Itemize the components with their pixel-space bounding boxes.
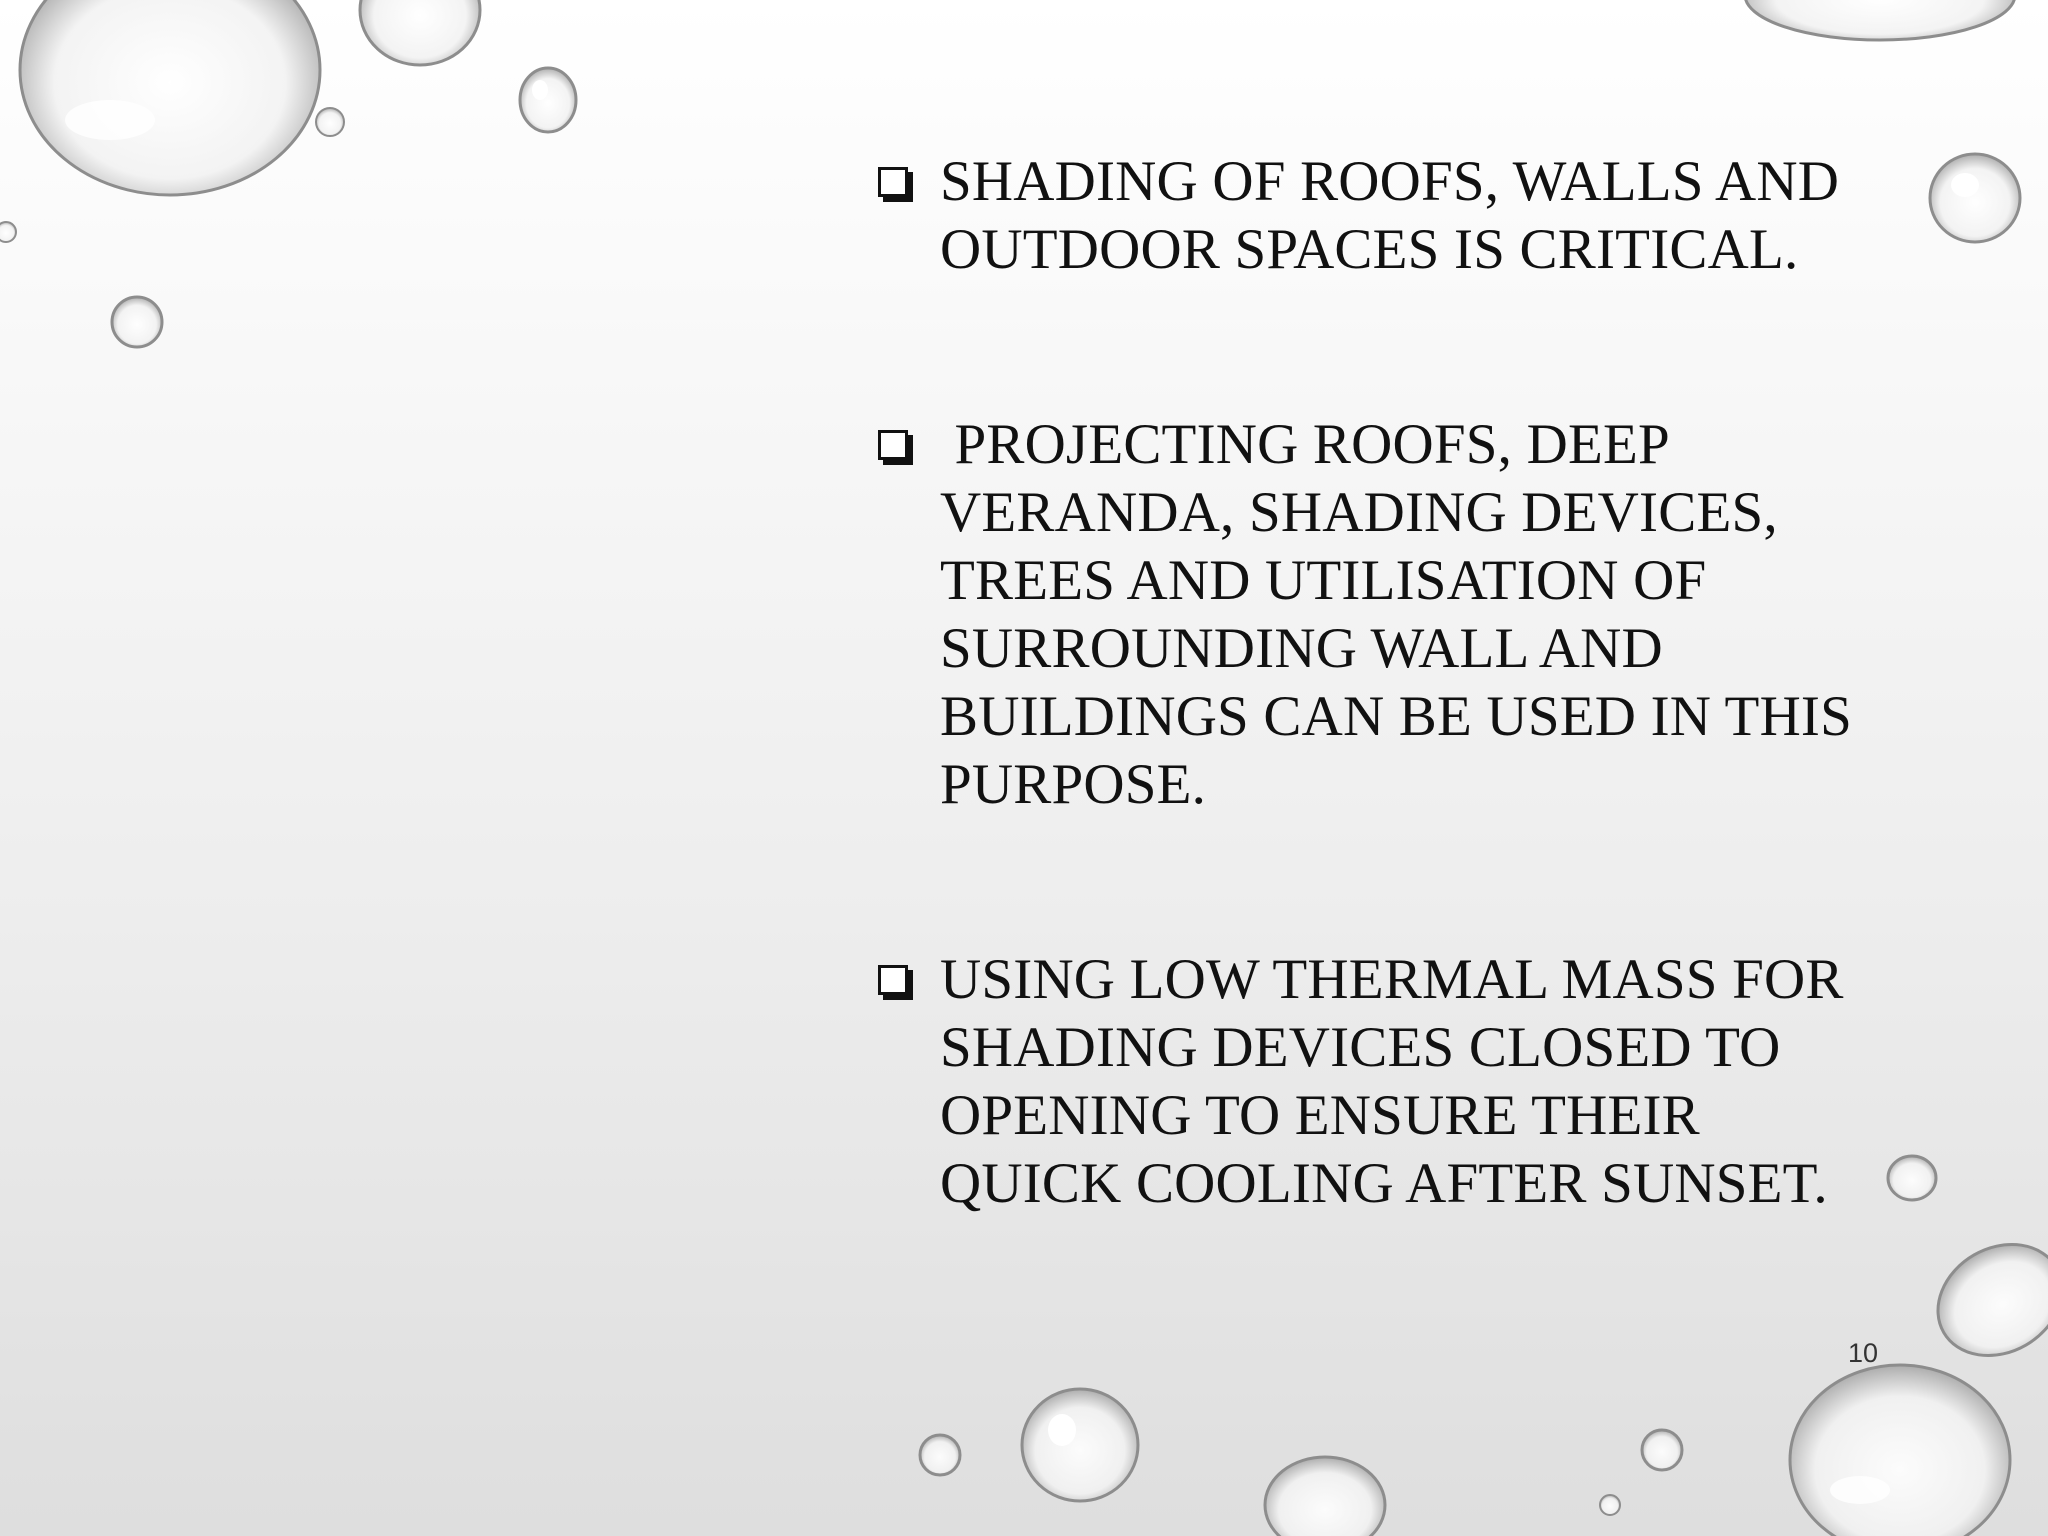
water-droplet-icon	[0, 222, 16, 242]
water-droplet-icon	[1888, 1156, 1936, 1200]
bullet-text: PROJECTING ROOFS, DEEP VERANDA, SHADING DEVICES, TREES AND UTILISATION OF SURROUNDING WALL AND BUILDINGS CAN BE USED IN THIS PURPOSE.	[940, 413, 1867, 816]
bullet-item	[878, 411, 1878, 819]
water-droplet-icon	[1022, 1389, 1138, 1501]
bullet-text: SHADING OF ROOFS, WALLS AND OUTDOOR SPACES IS CRITICAL.	[940, 150, 1840, 281]
water-droplet-icon	[20, 0, 320, 195]
water-droplet-icon	[920, 1435, 960, 1475]
water-droplet-icon	[1918, 1222, 2048, 1377]
bullet-list	[878, 148, 1878, 1218]
water-droplet-icon	[520, 68, 576, 132]
water-droplet-icon	[1790, 1365, 2010, 1536]
page-number: 10	[1847, 1338, 1878, 1368]
water-droplet-icon	[1642, 1430, 1682, 1470]
bullet-item	[878, 148, 1878, 284]
water-droplet-icon	[1600, 1495, 1620, 1515]
water-droplet-icon	[1265, 1457, 1385, 1536]
water-droplet-icon	[360, 0, 480, 65]
water-droplet-icon	[1930, 154, 2020, 242]
hollow-square-bullet-icon	[878, 167, 908, 197]
hollow-square-bullet-icon	[878, 965, 908, 995]
water-droplet-icon	[1745, 0, 2015, 40]
bullet-text: USING LOW THERMAL MASS FOR SHADING DEVICES CLOSED TO OPENING TO ENSURE THEIR QUICK COOLING AFTER SUNSET.	[940, 948, 1844, 1215]
bullet-item	[878, 946, 1878, 1218]
hollow-square-bullet-icon	[878, 430, 908, 460]
water-droplet-icon	[112, 297, 162, 347]
water-droplet-icon	[316, 108, 344, 136]
